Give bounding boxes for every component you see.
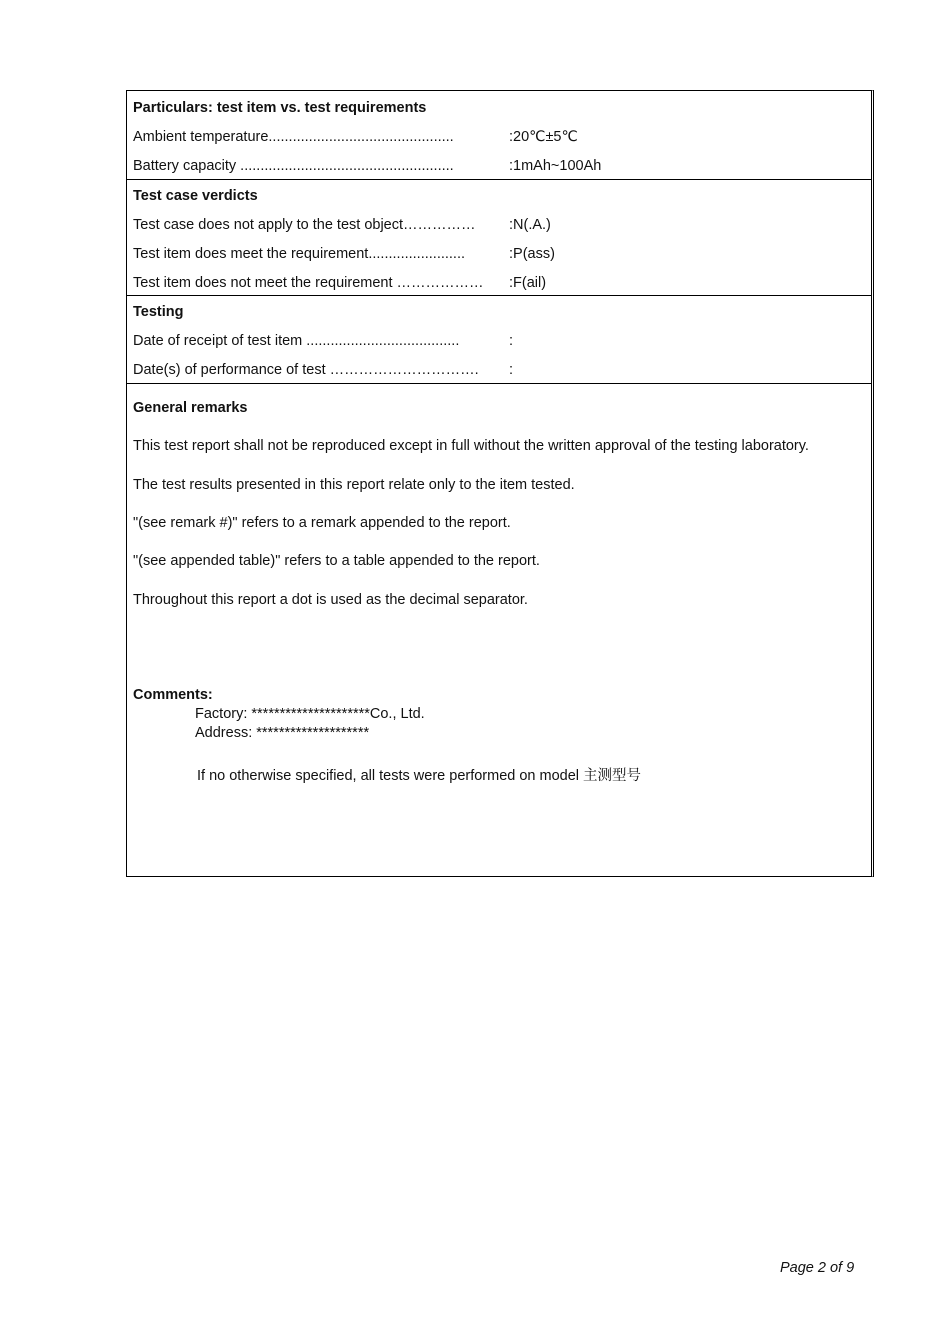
remark-line-2: The test results presented in this report relate only to the item tested.: [133, 477, 575, 493]
remark-line-1: This test report shall not be reproduced except in full without the written approval of the testing laboratory.: [133, 438, 809, 454]
verdicts-heading: Test case verdicts: [133, 188, 258, 204]
remarks-heading: General remarks: [133, 400, 248, 416]
verdict-fail-value: :F(ail): [509, 275, 547, 291]
receipt-date-label: Date of receipt of test item ......................................: [133, 333, 460, 349]
page-number: Page 2 of 9: [780, 1260, 855, 1276]
ambient-temperature-value: :20℃±5℃: [509, 129, 578, 145]
remark-line-5: Throughout this report a dot is used as the decimal separator.: [133, 592, 528, 608]
report-frame: [126, 90, 874, 877]
address-line: Address: ********************: [195, 725, 370, 741]
ambient-temperature-row: [133, 129, 578, 145]
verdict-fail-label: Test item does not meet the requirement ………………: [133, 275, 484, 291]
battery-capacity-row: [133, 158, 601, 174]
verdict-pass-label: Test item does meet the requirement........................: [133, 246, 466, 262]
verdict-pass-row: [133, 246, 555, 262]
verdict-na-label: Test case does not apply to the test object……………: [133, 217, 476, 233]
battery-capacity-label: Battery capacity .....................................................: [133, 158, 454, 174]
comments-heading: Comments:: [133, 687, 213, 703]
particulars-heading: Particulars: test item vs. test requirements: [133, 100, 427, 116]
ambient-temperature-label: Ambient temperature..............................................: [133, 129, 454, 145]
verdict-na-value: :N(.A.): [509, 217, 551, 233]
verdict-pass-value: :P(ass): [509, 246, 555, 262]
factory-line: Factory: *********************Co., Ltd.: [195, 706, 425, 722]
particulars-section: [127, 91, 871, 180]
verdict-fail-row: [133, 275, 546, 291]
receipt-date-value: :: [509, 333, 514, 349]
battery-capacity-value: :1mAh~100Ah: [509, 158, 602, 174]
performance-date-row: [133, 362, 513, 378]
verdict-na-row: [133, 217, 551, 233]
verdicts-section: [127, 179, 871, 296]
model-note: If no otherwise specified, all tests were performed on model 主测型号: [197, 768, 642, 784]
testing-section: [127, 295, 871, 384]
remark-line-4: "(see appended table)" refers to a table appended to the report.: [133, 553, 540, 569]
remarks-section: [127, 383, 871, 876]
performance-date-label: Date(s) of performance of test ………………………….: [133, 362, 479, 378]
receipt-date-row: [133, 333, 513, 349]
testing-heading: Testing: [133, 304, 184, 320]
performance-date-value: :: [509, 362, 514, 378]
remark-line-3: "(see remark #)" refers to a remark appended to the report.: [133, 515, 511, 531]
